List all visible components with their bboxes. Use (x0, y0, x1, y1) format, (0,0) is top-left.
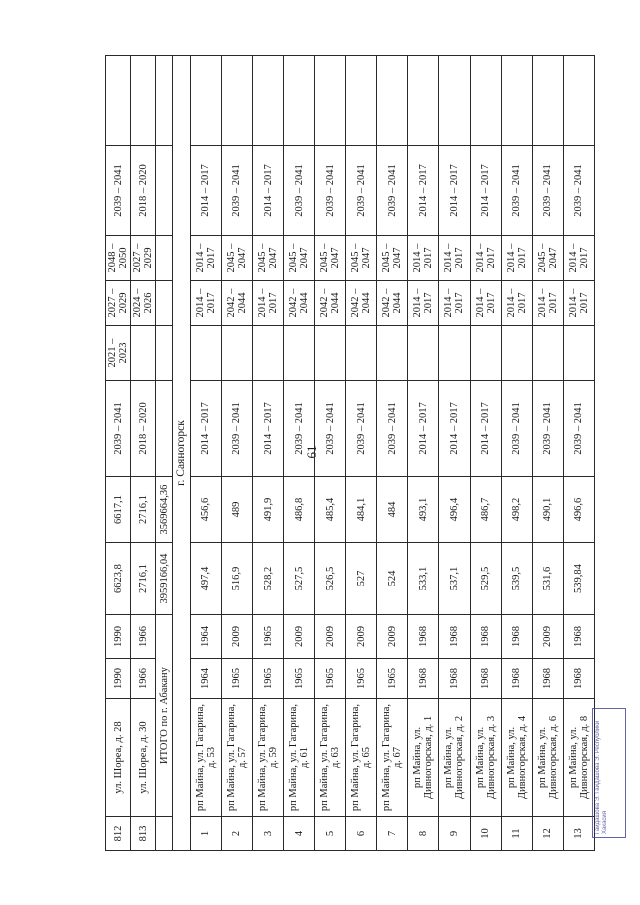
period-cell: 2039 – 2041 (532, 381, 563, 477)
period-cell: 2014 – 2017 (439, 381, 470, 477)
address-cell: рп Майна, ул. Гагарина, д. 63 (315, 699, 346, 817)
period-cell (284, 326, 315, 381)
table-row (470, 56, 501, 851)
period-cell: 2027 – 2029 (106, 281, 131, 326)
total-area-cell: 539,84 (563, 543, 594, 615)
renovation-year-cell: 1968 (501, 615, 532, 659)
build-year-cell: 1965 (377, 659, 408, 699)
table-row (284, 56, 315, 851)
renovation-year-cell: 2009 (377, 615, 408, 659)
living-area-cell: 496,4 (439, 477, 470, 543)
period-cell: 2045 – 2047 (252, 236, 283, 281)
period-cell (252, 326, 283, 381)
living-area-cell: 484,1 (346, 477, 377, 543)
total-label: ИТОГО по г. Абакану (156, 615, 173, 817)
row-number: 813 (131, 817, 156, 851)
living-area-cell: 496,6 (563, 477, 594, 543)
period-cell: 2014 – 2017 (252, 146, 283, 236)
renovation-year-cell: 1965 (252, 615, 283, 659)
period-cell (190, 326, 221, 381)
table-row (315, 56, 346, 851)
period-cell: 2014 – 2017 (190, 281, 221, 326)
address-cell: рп Майна, ул. Гагарина, д. 53 (190, 699, 221, 817)
period-cell: 2014 – 2017 (439, 236, 470, 281)
period-cell: 2039 – 2041 (106, 146, 131, 236)
period-cell: 2021 – 2023 (106, 326, 131, 381)
table-row (563, 56, 594, 851)
table-row (221, 56, 252, 851)
total-area-cell: 527,5 (284, 543, 315, 615)
row-number: 7 (377, 817, 408, 851)
build-year-cell: 1965 (252, 659, 283, 699)
period-cell: 2014 – 2017 (408, 236, 439, 281)
period-cell: 2014 – 2017 (470, 236, 501, 281)
period-cell (501, 56, 532, 146)
row-number: 13 (563, 817, 594, 851)
build-year-cell: 1968 (470, 659, 501, 699)
total-area-cell: 528,2 (252, 543, 283, 615)
period-cell (221, 56, 252, 146)
table-row (377, 56, 408, 851)
period-cell: 2039 – 2041 (315, 146, 346, 236)
official-stamp (592, 708, 626, 838)
living-area-cell: 6617,1 (106, 477, 131, 543)
period-cell (470, 326, 501, 381)
period-cell: 2042 – 2044 (346, 281, 377, 326)
period-cell (532, 326, 563, 381)
table-row (131, 56, 156, 851)
address-cell: рп Майна, ул. Гагарина, д. 65 (346, 699, 377, 817)
table-row (252, 56, 283, 851)
build-year-cell: 1990 (106, 659, 131, 699)
living-area-cell: 486,7 (470, 477, 501, 543)
empty-cell (156, 381, 173, 477)
row-number: 4 (284, 817, 315, 851)
total-area-cell: 539,5 (501, 543, 532, 615)
build-year-cell: 1968 (501, 659, 532, 699)
period-cell (439, 56, 470, 146)
period-cell: 2039 – 2041 (377, 146, 408, 236)
build-year-cell: 1966 (131, 659, 156, 699)
period-cell (439, 326, 470, 381)
period-cell (346, 56, 377, 146)
period-cell (563, 56, 594, 146)
address-cell: рп Майна, ул. Дивногорская, д. 8 (563, 699, 594, 817)
period-cell: 2014 – 2017 (532, 281, 563, 326)
renovation-year-cell: 1968 (563, 615, 594, 659)
period-cell: 2042 – 2044 (377, 281, 408, 326)
period-cell (470, 56, 501, 146)
period-cell: 2039 – 2041 (346, 381, 377, 477)
living-area-sum: 3569664,36 (156, 477, 173, 543)
living-area-cell: 456,6 (190, 477, 221, 543)
table-body (106, 56, 595, 851)
address-cell: ул. Шореа, д. 28 (106, 699, 131, 817)
period-cell: 2045 – 2047 (377, 236, 408, 281)
period-cell: 2018 – 2020 (131, 381, 156, 477)
period-cell: 2014 – 2017 (563, 236, 594, 281)
build-year-cell: 1968 (439, 659, 470, 699)
renovation-year-cell: 1966 (131, 615, 156, 659)
row-number: 11 (501, 817, 532, 851)
period-cell: 2014 – 2017 (470, 146, 501, 236)
period-cell (408, 56, 439, 146)
empty-cell (156, 817, 173, 851)
living-area-cell: 490,1 (532, 477, 563, 543)
period-cell: 2039 – 2041 (221, 146, 252, 236)
period-cell: 2014 – 2017 (470, 381, 501, 477)
period-cell: 2018 – 2020 (131, 146, 156, 236)
build-year-cell: 1965 (284, 659, 315, 699)
total-area-cell: 524 (377, 543, 408, 615)
period-cell: 2042 – 2044 (315, 281, 346, 326)
period-cell (501, 326, 532, 381)
renovation-year-cell: 1968 (439, 615, 470, 659)
period-cell: 2039 – 2041 (346, 146, 377, 236)
address-cell: рп Майна, ул. Дивногорская, д. 6 (532, 699, 563, 817)
living-area-cell: 489 (221, 477, 252, 543)
period-cell (284, 56, 315, 146)
period-cell: 2014 – 2017 (501, 281, 532, 326)
living-area-cell: 498,2 (501, 477, 532, 543)
period-cell (252, 56, 283, 146)
period-cell (221, 326, 252, 381)
build-year-cell: 1964 (190, 659, 221, 699)
total-area-cell: 537,1 (439, 543, 470, 615)
page-number: 61 (304, 445, 319, 459)
period-cell (563, 326, 594, 381)
renovation-year-cell: 2009 (346, 615, 377, 659)
living-area-cell: 485,4 (315, 477, 346, 543)
period-cell (315, 326, 346, 381)
total-area-cell: 533,1 (408, 543, 439, 615)
renovation-year-cell: 1990 (106, 615, 131, 659)
total-area-cell: 531,6 (532, 543, 563, 615)
period-cell: 2039 – 2041 (284, 146, 315, 236)
row-number: 1 (190, 817, 221, 851)
address-cell: рп Майна, ул. Гагарина, д. 57 (221, 699, 252, 817)
period-cell (315, 56, 346, 146)
row-number: 812 (106, 817, 131, 851)
period-cell: 2027 – 2029 (131, 236, 156, 281)
row-number: 3 (252, 817, 283, 851)
renovation-year-cell: 1964 (190, 615, 221, 659)
address-cell: рп Майна, ул. Дивногорская, д. 3 (470, 699, 501, 817)
renovation-year-cell: 2009 (315, 615, 346, 659)
period-cell: 2014 – 2017 (408, 281, 439, 326)
period-cell: 2045 – 2047 (532, 236, 563, 281)
address-cell: рп Майна, ул. Гагарина, д. 67 (377, 699, 408, 817)
row-number: 10 (470, 817, 501, 851)
total-area-cell: 2716,1 (131, 543, 156, 615)
period-cell: 2014 – 2017 (252, 281, 283, 326)
period-cell (131, 326, 156, 381)
row-number: 8 (408, 817, 439, 851)
period-cell: 2014 – 2017 (190, 381, 221, 477)
address-cell: рп Майна, ул. Дивногорская, д. 4 (501, 699, 532, 817)
housing-schedule-table (105, 55, 595, 851)
table-row (439, 56, 470, 851)
total-area-cell: 529,5 (470, 543, 501, 615)
address-cell: рп Майна, ул. Гагарина, д. 59 (252, 699, 283, 817)
total-area-cell: 526,5 (315, 543, 346, 615)
build-year-cell: 1965 (346, 659, 377, 699)
empty-cell (156, 326, 173, 381)
period-cell (106, 56, 131, 146)
period-cell: 2014 – 2017 (252, 381, 283, 477)
section-title: г. Саяногорск (173, 56, 190, 851)
renovation-year-cell: 1968 (408, 615, 439, 659)
period-cell: 2024 – 2026 (131, 281, 156, 326)
period-cell: 2014 – 2017 (439, 281, 470, 326)
table-row (346, 56, 377, 851)
rotated-table-wrapper (105, 56, 595, 851)
empty-cell (156, 236, 173, 281)
total-area-cell: 497,4 (190, 543, 221, 615)
living-area-cell: 486,8 (284, 477, 315, 543)
address-cell: рп Майна, ул. Дивногорская, д. 2 (439, 699, 470, 817)
period-cell (377, 326, 408, 381)
renovation-year-cell: 2009 (284, 615, 315, 659)
table-row (408, 56, 439, 851)
period-cell: 2039 – 2041 (501, 146, 532, 236)
build-year-cell: 1965 (221, 659, 252, 699)
table-row (532, 56, 563, 851)
period-cell: 2039 – 2041 (501, 381, 532, 477)
period-cell: 2014 – 2017 (563, 281, 594, 326)
empty-cell (156, 56, 173, 146)
period-cell (408, 326, 439, 381)
living-area-cell: 491,9 (252, 477, 283, 543)
period-cell: 2039 – 2041 (563, 146, 594, 236)
renovation-year-cell: 2009 (532, 615, 563, 659)
period-cell: 2045 – 2047 (346, 236, 377, 281)
total-area-sum: 3959166,04 (156, 543, 173, 615)
period-cell (346, 326, 377, 381)
total-area-cell: 6623,8 (106, 543, 131, 615)
period-cell: 2039 – 2041 (221, 381, 252, 477)
stamp-text: Гайдашова Э. Гайдашова Э. Республики Хакасия (595, 720, 608, 834)
address-cell: рп Майна, ул. Гагарина, д. 61 (284, 699, 315, 817)
period-cell: 2014 – 2017 (190, 146, 221, 236)
period-cell: 2014 – 2017 (470, 281, 501, 326)
period-cell: 2039 – 2041 (106, 381, 131, 477)
table-row (501, 56, 532, 851)
total-row (156, 56, 173, 851)
period-cell: 2014 – 2017 (408, 381, 439, 477)
period-cell: 2039 – 2041 (284, 381, 315, 477)
period-cell: 2014 – 2017 (439, 146, 470, 236)
row-number: 5 (315, 817, 346, 851)
period-cell (190, 56, 221, 146)
period-cell: 2039 – 2041 (315, 381, 346, 477)
build-year-cell: 1968 (408, 659, 439, 699)
period-cell: 2042 – 2044 (221, 281, 252, 326)
period-cell: 2014 – 2017 (190, 236, 221, 281)
table-row (190, 56, 221, 851)
total-area-cell: 516,9 (221, 543, 252, 615)
living-area-cell: 484 (377, 477, 408, 543)
period-cell: 2039 – 2041 (377, 381, 408, 477)
build-year-cell: 1968 (563, 659, 594, 699)
renovation-year-cell: 1968 (470, 615, 501, 659)
period-cell (131, 56, 156, 146)
period-cell: 2045 – 2047 (315, 236, 346, 281)
empty-cell (156, 146, 173, 236)
period-cell: 2014 – 2017 (501, 236, 532, 281)
living-area-cell: 493,1 (408, 477, 439, 543)
period-cell: 2039 – 2041 (532, 146, 563, 236)
build-year-cell: 1965 (315, 659, 346, 699)
renovation-year-cell: 2009 (221, 615, 252, 659)
total-area-cell: 527 (346, 543, 377, 615)
period-cell: 2045 – 2047 (284, 236, 315, 281)
period-cell: 2048 – 2050 (106, 236, 131, 281)
period-cell (532, 56, 563, 146)
period-cell: 2042 – 2044 (284, 281, 315, 326)
empty-cell (156, 281, 173, 326)
address-cell: ул. Шореа, д. 30 (131, 699, 156, 817)
period-cell: 2045 – 2047 (221, 236, 252, 281)
row-number: 6 (346, 817, 377, 851)
row-number: 9 (439, 817, 470, 851)
row-number: 2 (221, 817, 252, 851)
period-cell (377, 56, 408, 146)
section-row (173, 56, 190, 851)
living-area-cell: 2716,1 (131, 477, 156, 543)
period-cell: 2039 – 2041 (563, 381, 594, 477)
build-year-cell: 1968 (532, 659, 563, 699)
table-row (106, 56, 131, 851)
address-cell: рп Майна, ул. Дивногорская, д. 1 (408, 699, 439, 817)
row-number: 12 (532, 817, 563, 851)
period-cell: 2014 – 2017 (408, 146, 439, 236)
